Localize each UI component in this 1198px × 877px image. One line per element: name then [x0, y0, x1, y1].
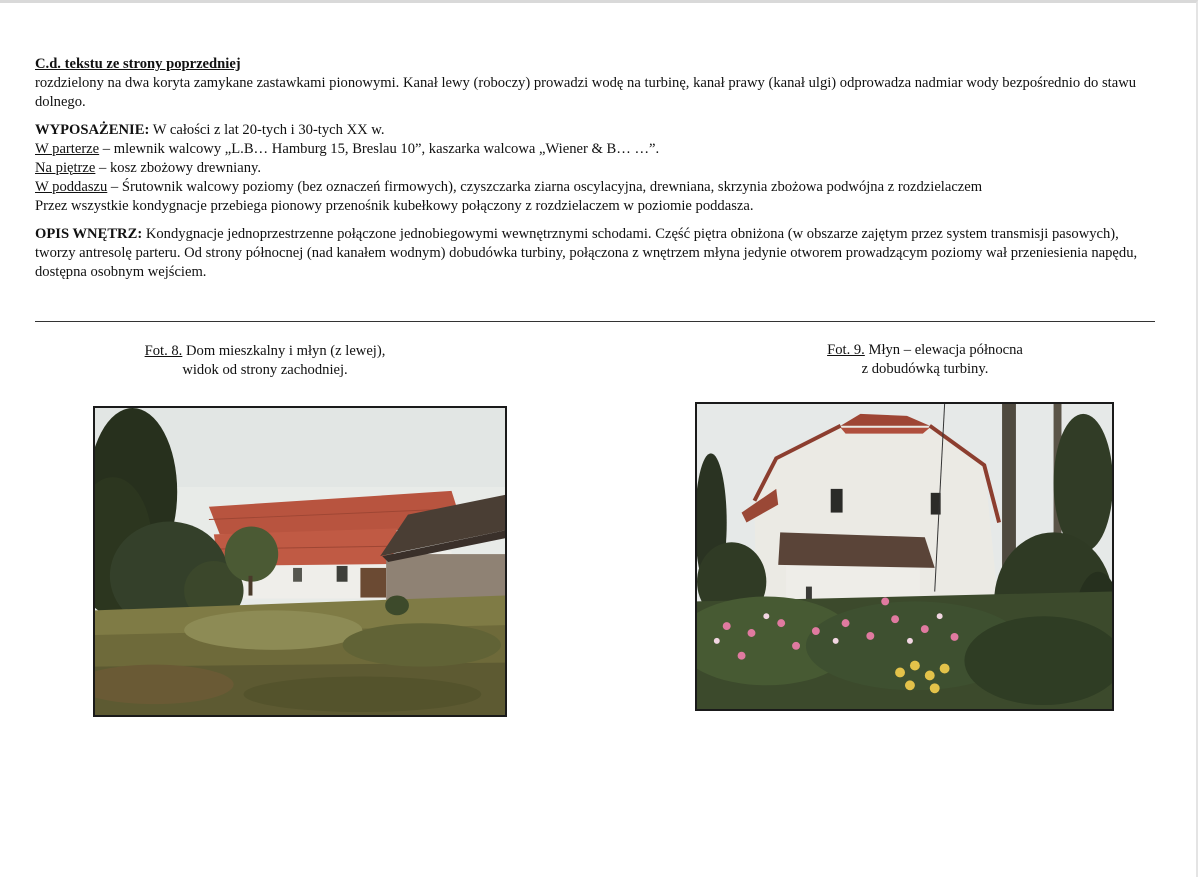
interior-paragraph — [35, 225, 1145, 282]
equipment-text: W całości z lat 20-tych i 30-tych XX w. — [149, 122, 385, 138]
interior-label: OPIS WNĘTRZ: — [35, 226, 143, 242]
first-floor-text: – kosz zbożowy drewniany. — [95, 160, 261, 176]
attic-line — [35, 178, 1145, 197]
attic-label: W poddaszu — [35, 179, 108, 195]
interior-text: Kondygnacje jednoprzestrzenne połączone jednobiegowymi wewnętrznymi schodami. Część piętra obniżona (w obszarze zajętym przez system transmisji pasowych), tworzy antresolę parteru. Od strony północnej (nad kanałem wodnym) dobudówka turbiny, połączona z wnętrzem młyna jedynie otworem prowadzącym poziomy wał przeniesienia napędu, dostępna osobnym wejściem. — [35, 226, 1138, 280]
elevator-line: Przez wszystkie kondygnacje przebiega pionowy przenośnik kubełkowy połączony z rozdzielaczem w poziomie poddasza. — [35, 198, 754, 214]
photo-caption-9 — [760, 341, 1090, 379]
caption-line-1: Młyn – elewacja północna — [864, 342, 1023, 358]
ground-floor-line — [35, 140, 1145, 159]
document-text — [35, 55, 1145, 282]
photo-number: Fot. 9. — [827, 342, 865, 358]
photo-number: Fot. 8. — [144, 343, 183, 359]
intro-paragraph: rozdzielony na dwa koryta zamykane zastawkami pionowymi. Kanał lewy (roboczy) prowadzi wodę na turbinę, kanał prawy (kanał ulgi) odprowadza nadmiar wody bezpośrednio do stawu dolnego. — [35, 75, 1137, 110]
equipment-line — [35, 121, 1145, 140]
heading-continued: C.d. tekstu ze strony poprzedniej — [35, 56, 241, 72]
first-floor-label: Na piętrze — [35, 160, 96, 176]
caption-line-2: z dobudówką turbiny. — [861, 361, 989, 377]
caption-line-1: Dom mieszkalny i młyn (z lewej), — [182, 343, 386, 359]
photo-mill-north-elevation — [695, 402, 1114, 711]
attic-text: – Śrutownik walcowy poziomy (bez oznaczeń firmowych), czyszczarka ziarna oscylacyjna, drewniana, skrzynia zbożowa podwójna z rozdzielaczem — [107, 179, 983, 195]
ground-floor-label: W parterze — [35, 141, 100, 157]
ground-floor-text: – mlewnik walcowy „L.B… Hamburg 15, Breslau 10”, kaszarka walcowa „Wiener & B… …”. — [99, 141, 660, 157]
photo-house-and-mill — [93, 406, 507, 717]
photo-caption-8 — [100, 342, 430, 380]
equipment-label: WYPOSAŻENIE: — [35, 122, 150, 138]
caption-line-2: widok od strony zachodniej. — [182, 362, 348, 378]
section-divider — [35, 321, 1155, 322]
first-floor-line — [35, 159, 1145, 178]
